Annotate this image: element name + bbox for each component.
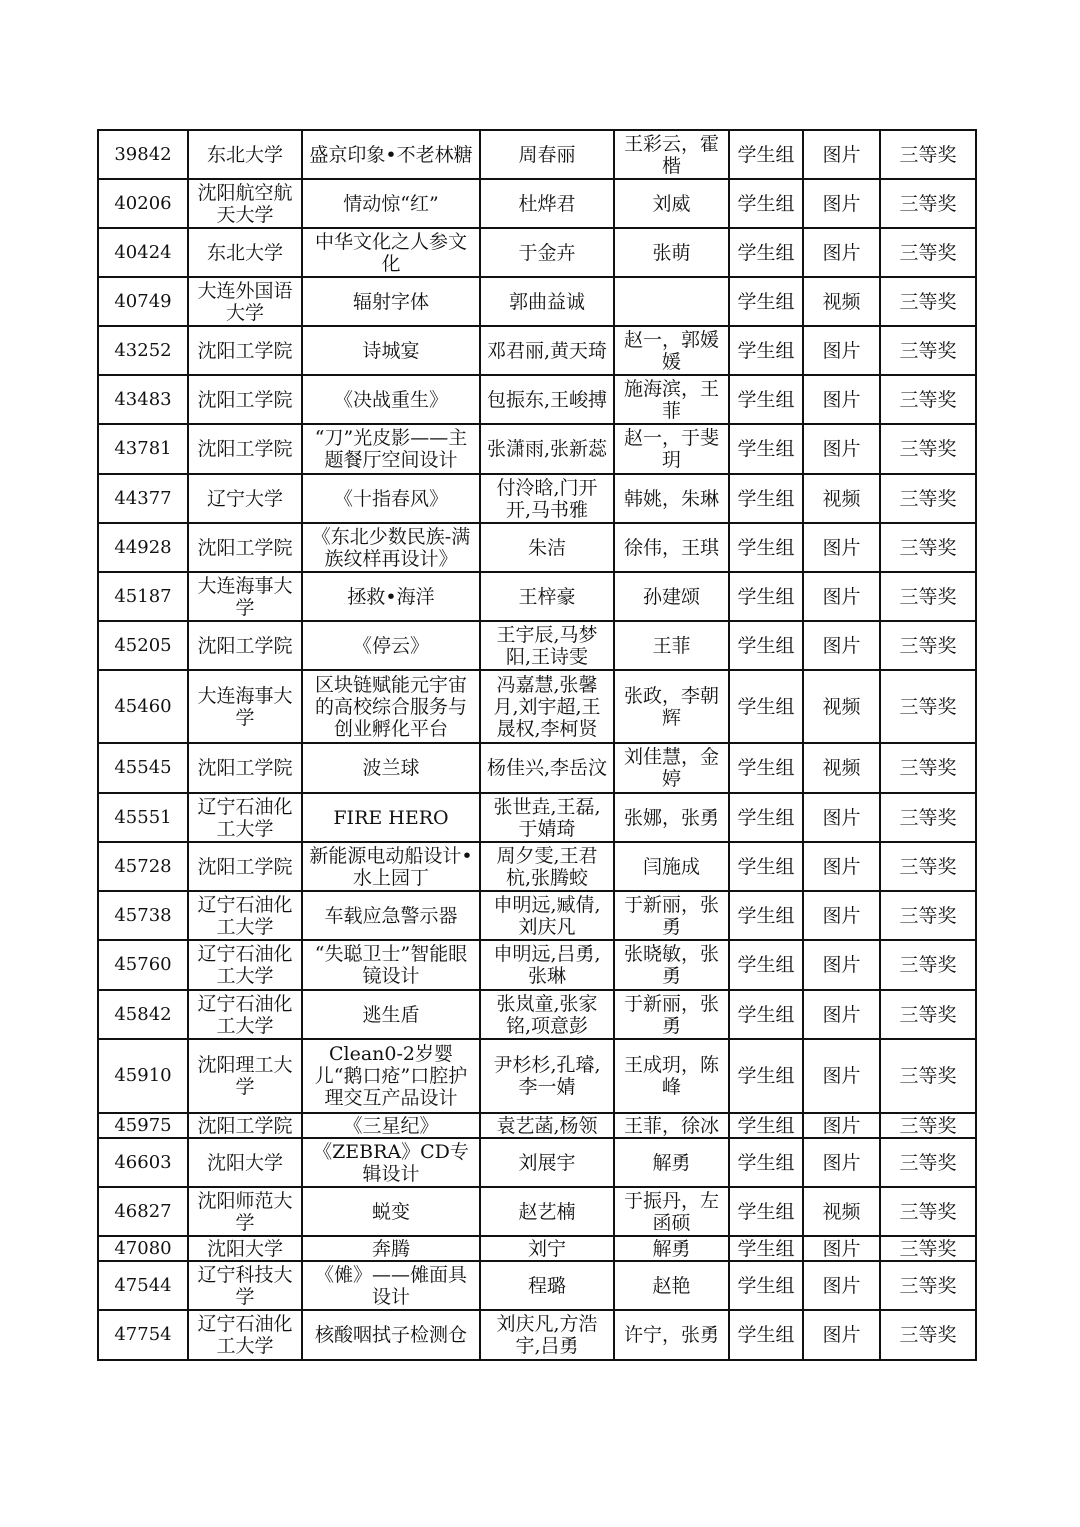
group-cell: 学生组 bbox=[729, 474, 803, 523]
authors-cell: 周夕雯,王君杭,张腾蛟 bbox=[480, 842, 614, 891]
table-row bbox=[98, 891, 976, 940]
advisors-cell: 张政，李朝辉 bbox=[614, 670, 729, 743]
school-cell: 辽宁石油化工大学 bbox=[188, 990, 302, 1039]
school-cell: 沈阳工学院 bbox=[188, 326, 302, 375]
table-row bbox=[98, 621, 976, 670]
table-row bbox=[98, 130, 976, 179]
authors-cell: 郭曲益诚 bbox=[480, 277, 614, 326]
school-cell: 辽宁大学 bbox=[188, 474, 302, 523]
authors-cell: 王宇辰,马梦阳,王诗雯 bbox=[480, 621, 614, 670]
authors-cell: 付泠晗,门开开,马书雅 bbox=[480, 474, 614, 523]
award-cell: 三等奖 bbox=[880, 1261, 976, 1310]
id-cell: 45910 bbox=[98, 1039, 188, 1113]
advisors-cell: 赵一，郭媛媛 bbox=[614, 326, 729, 375]
table-row bbox=[98, 990, 976, 1039]
id-cell: 45187 bbox=[98, 572, 188, 621]
authors-cell: 程璐 bbox=[480, 1261, 614, 1310]
category-cell: 图片 bbox=[803, 424, 880, 474]
work-title-cell: 情动惊“红” bbox=[302, 179, 480, 228]
work-title-cell: 逃生盾 bbox=[302, 990, 480, 1039]
category-cell: 视频 bbox=[803, 743, 880, 793]
award-cell: 三等奖 bbox=[880, 1187, 976, 1236]
id-cell: 44928 bbox=[98, 523, 188, 572]
authors-cell: 刘宁 bbox=[480, 1236, 614, 1261]
table-row bbox=[98, 1310, 976, 1360]
table-row bbox=[98, 1261, 976, 1310]
authors-cell: 赵艺楠 bbox=[480, 1187, 614, 1236]
authors-cell: 尹杉杉,孔璿,李一婧 bbox=[480, 1039, 614, 1113]
id-cell: 40424 bbox=[98, 228, 188, 277]
group-cell: 学生组 bbox=[729, 793, 803, 842]
group-cell: 学生组 bbox=[729, 842, 803, 891]
award-cell: 三等奖 bbox=[880, 940, 976, 990]
advisors-cell: 韩姚，朱琳 bbox=[614, 474, 729, 523]
authors-cell: 冯嘉慧,张馨月,刘宇超,王晟权,李柯贤 bbox=[480, 670, 614, 743]
category-cell: 图片 bbox=[803, 228, 880, 277]
school-cell: 大连海事大学 bbox=[188, 670, 302, 743]
group-cell: 学生组 bbox=[729, 375, 803, 424]
authors-cell: 周春丽 bbox=[480, 130, 614, 179]
school-cell: 辽宁石油化工大学 bbox=[188, 940, 302, 990]
award-cell: 三等奖 bbox=[880, 523, 976, 572]
advisors-cell: 赵一，于斐玥 bbox=[614, 424, 729, 474]
table-row bbox=[98, 793, 976, 842]
table-row bbox=[98, 326, 976, 375]
group-cell: 学生组 bbox=[729, 1138, 803, 1187]
group-cell: 学生组 bbox=[729, 523, 803, 572]
work-title-cell: 《停云》 bbox=[302, 621, 480, 670]
authors-cell: 邓君丽,黄天琦 bbox=[480, 326, 614, 375]
advisors-cell: 孙建颂 bbox=[614, 572, 729, 621]
group-cell: 学生组 bbox=[729, 1236, 803, 1261]
category-cell: 图片 bbox=[803, 990, 880, 1039]
category-cell: 视频 bbox=[803, 474, 880, 523]
work-title-cell: 蜕变 bbox=[302, 1187, 480, 1236]
table-row bbox=[98, 842, 976, 891]
authors-cell: 于金卉 bbox=[480, 228, 614, 277]
group-cell: 学生组 bbox=[729, 326, 803, 375]
work-title-cell: “刀”光皮影——主题餐厅空间设计 bbox=[302, 424, 480, 474]
award-cell: 三等奖 bbox=[880, 621, 976, 670]
award-cell: 三等奖 bbox=[880, 1138, 976, 1187]
work-title-cell: 《决战重生》 bbox=[302, 375, 480, 424]
school-cell: 沈阳工学院 bbox=[188, 743, 302, 793]
school-cell: 沈阳理工大学 bbox=[188, 1039, 302, 1113]
category-cell: 图片 bbox=[803, 1310, 880, 1360]
table-row bbox=[98, 277, 976, 326]
category-cell: 图片 bbox=[803, 130, 880, 179]
award-cell: 三等奖 bbox=[880, 179, 976, 228]
id-cell: 47080 bbox=[98, 1236, 188, 1261]
work-title-cell: 拯救•海洋 bbox=[302, 572, 480, 621]
table-row bbox=[98, 1236, 976, 1261]
school-cell: 辽宁石油化工大学 bbox=[188, 793, 302, 842]
id-cell: 45975 bbox=[98, 1113, 188, 1138]
authors-cell: 袁艺菡,杨领 bbox=[480, 1113, 614, 1138]
award-cell: 三等奖 bbox=[880, 572, 976, 621]
school-cell: 辽宁科技大学 bbox=[188, 1261, 302, 1310]
award-cell: 三等奖 bbox=[880, 1310, 976, 1360]
school-cell: 沈阳工学院 bbox=[188, 424, 302, 474]
award-cell: 三等奖 bbox=[880, 990, 976, 1039]
group-cell: 学生组 bbox=[729, 1310, 803, 1360]
group-cell: 学生组 bbox=[729, 130, 803, 179]
category-cell: 图片 bbox=[803, 891, 880, 940]
school-cell: 沈阳大学 bbox=[188, 1236, 302, 1261]
advisors-cell bbox=[614, 277, 729, 326]
table-row bbox=[98, 743, 976, 793]
advisors-cell: 刘佳慧，金婷 bbox=[614, 743, 729, 793]
authors-cell: 包振东,王峻搏 bbox=[480, 375, 614, 424]
category-cell: 视频 bbox=[803, 277, 880, 326]
work-title-cell: 波兰球 bbox=[302, 743, 480, 793]
id-cell: 43252 bbox=[98, 326, 188, 375]
group-cell: 学生组 bbox=[729, 1113, 803, 1138]
school-cell: 东北大学 bbox=[188, 130, 302, 179]
id-cell: 40749 bbox=[98, 277, 188, 326]
advisors-cell: 解勇 bbox=[614, 1138, 729, 1187]
table-row bbox=[98, 1113, 976, 1138]
award-cell: 三等奖 bbox=[880, 130, 976, 179]
category-cell: 图片 bbox=[803, 1261, 880, 1310]
advisors-cell: 解勇 bbox=[614, 1236, 729, 1261]
advisors-cell: 于新丽，张勇 bbox=[614, 990, 729, 1039]
id-cell: 47754 bbox=[98, 1310, 188, 1360]
work-title-cell: 《傩》——傩面具设计 bbox=[302, 1261, 480, 1310]
work-title-cell: “失聪卫士”智能眼镜设计 bbox=[302, 940, 480, 990]
id-cell: 45551 bbox=[98, 793, 188, 842]
table-row bbox=[98, 179, 976, 228]
school-cell: 辽宁石油化工大学 bbox=[188, 1310, 302, 1360]
awards-table bbox=[97, 129, 977, 1361]
award-cell: 三等奖 bbox=[880, 1113, 976, 1138]
award-cell: 三等奖 bbox=[880, 326, 976, 375]
work-title-cell: Clean0-2岁婴儿“鹅口疮”口腔护理交互产品设计 bbox=[302, 1039, 480, 1113]
work-title-cell: 诗城宴 bbox=[302, 326, 480, 375]
award-cell: 三等奖 bbox=[880, 277, 976, 326]
authors-cell: 张潇雨,张新蕊 bbox=[480, 424, 614, 474]
advisors-cell: 许宁，张勇 bbox=[614, 1310, 729, 1360]
authors-cell: 杨佳兴,李岳汶 bbox=[480, 743, 614, 793]
authors-cell: 张岚童,张家铭,项意彭 bbox=[480, 990, 614, 1039]
table-row bbox=[98, 474, 976, 523]
group-cell: 学生组 bbox=[729, 179, 803, 228]
authors-cell: 朱洁 bbox=[480, 523, 614, 572]
advisors-cell: 赵艳 bbox=[614, 1261, 729, 1310]
table-row bbox=[98, 424, 976, 474]
id-cell: 43483 bbox=[98, 375, 188, 424]
group-cell: 学生组 bbox=[729, 572, 803, 621]
group-cell: 学生组 bbox=[729, 424, 803, 474]
category-cell: 图片 bbox=[803, 179, 880, 228]
category-cell: 图片 bbox=[803, 523, 880, 572]
school-cell: 沈阳工学院 bbox=[188, 842, 302, 891]
authors-cell: 张世垚,王磊,于婧琦 bbox=[480, 793, 614, 842]
school-cell: 东北大学 bbox=[188, 228, 302, 277]
id-cell: 46827 bbox=[98, 1187, 188, 1236]
advisors-cell: 于振丹，左函硕 bbox=[614, 1187, 729, 1236]
authors-cell: 刘展宇 bbox=[480, 1138, 614, 1187]
table-body bbox=[98, 130, 976, 1360]
category-cell: 图片 bbox=[803, 621, 880, 670]
id-cell: 45738 bbox=[98, 891, 188, 940]
advisors-cell: 王菲 bbox=[614, 621, 729, 670]
table-row bbox=[98, 572, 976, 621]
category-cell: 图片 bbox=[803, 793, 880, 842]
id-cell: 45760 bbox=[98, 940, 188, 990]
work-title-cell: 辐射字体 bbox=[302, 277, 480, 326]
group-cell: 学生组 bbox=[729, 891, 803, 940]
school-cell: 沈阳航空航天大学 bbox=[188, 179, 302, 228]
table-row bbox=[98, 1187, 976, 1236]
authors-cell: 申明远,吕勇,张琳 bbox=[480, 940, 614, 990]
work-title-cell: 车载应急警示器 bbox=[302, 891, 480, 940]
school-cell: 沈阳师范大学 bbox=[188, 1187, 302, 1236]
award-cell: 三等奖 bbox=[880, 891, 976, 940]
work-title-cell: 奔腾 bbox=[302, 1236, 480, 1261]
advisors-cell: 张晓敏，张勇 bbox=[614, 940, 729, 990]
id-cell: 40206 bbox=[98, 179, 188, 228]
award-cell: 三等奖 bbox=[880, 1039, 976, 1113]
award-cell: 三等奖 bbox=[880, 793, 976, 842]
id-cell: 39842 bbox=[98, 130, 188, 179]
category-cell: 图片 bbox=[803, 842, 880, 891]
category-cell: 图片 bbox=[803, 572, 880, 621]
work-title-cell: 新能源电动船设计•水上园丁 bbox=[302, 842, 480, 891]
category-cell: 视频 bbox=[803, 670, 880, 743]
group-cell: 学生组 bbox=[729, 228, 803, 277]
advisors-cell: 张娜，张勇 bbox=[614, 793, 729, 842]
advisors-cell: 于新丽，张勇 bbox=[614, 891, 729, 940]
award-cell: 三等奖 bbox=[880, 228, 976, 277]
school-cell: 沈阳工学院 bbox=[188, 1113, 302, 1138]
work-title-cell: 区块链赋能元宇宙的高校综合服务与创业孵化平台 bbox=[302, 670, 480, 743]
id-cell: 45545 bbox=[98, 743, 188, 793]
advisors-cell: 王菲，徐冰 bbox=[614, 1113, 729, 1138]
award-cell: 三等奖 bbox=[880, 842, 976, 891]
work-title-cell: 盛京印象•不老林糖 bbox=[302, 130, 480, 179]
advisors-cell: 刘威 bbox=[614, 179, 729, 228]
advisors-cell: 王彩云，霍楷 bbox=[614, 130, 729, 179]
id-cell: 47544 bbox=[98, 1261, 188, 1310]
school-cell: 沈阳工学院 bbox=[188, 621, 302, 670]
award-cell: 三等奖 bbox=[880, 424, 976, 474]
work-title-cell: 《三星纪》 bbox=[302, 1113, 480, 1138]
group-cell: 学生组 bbox=[729, 1039, 803, 1113]
group-cell: 学生组 bbox=[729, 670, 803, 743]
work-title-cell: 核酸咽拭子检测仓 bbox=[302, 1310, 480, 1360]
award-cell: 三等奖 bbox=[880, 474, 976, 523]
work-title-cell: FIRE HERO bbox=[302, 793, 480, 842]
category-cell: 图片 bbox=[803, 1236, 880, 1261]
id-cell: 45728 bbox=[98, 842, 188, 891]
category-cell: 图片 bbox=[803, 375, 880, 424]
award-cell: 三等奖 bbox=[880, 1236, 976, 1261]
advisors-cell: 徐伟，王琪 bbox=[614, 523, 729, 572]
table-row bbox=[98, 1039, 976, 1113]
school-cell: 大连海事大学 bbox=[188, 572, 302, 621]
category-cell: 图片 bbox=[803, 326, 880, 375]
table-row bbox=[98, 228, 976, 277]
school-cell: 辽宁石油化工大学 bbox=[188, 891, 302, 940]
award-cell: 三等奖 bbox=[880, 670, 976, 743]
work-title-cell: 《东北少数民族-满族纹样再设计》 bbox=[302, 523, 480, 572]
advisors-cell: 闫施成 bbox=[614, 842, 729, 891]
table-row bbox=[98, 375, 976, 424]
id-cell: 45205 bbox=[98, 621, 188, 670]
advisors-cell: 王成玥，陈峰 bbox=[614, 1039, 729, 1113]
category-cell: 图片 bbox=[803, 1039, 880, 1113]
group-cell: 学生组 bbox=[729, 1187, 803, 1236]
group-cell: 学生组 bbox=[729, 621, 803, 670]
work-title-cell: 中华文化之人参文化 bbox=[302, 228, 480, 277]
table-row bbox=[98, 940, 976, 990]
school-cell: 沈阳工学院 bbox=[188, 523, 302, 572]
authors-cell: 杜烨君 bbox=[480, 179, 614, 228]
award-cell: 三等奖 bbox=[880, 375, 976, 424]
group-cell: 学生组 bbox=[729, 990, 803, 1039]
id-cell: 46603 bbox=[98, 1138, 188, 1187]
table-row bbox=[98, 670, 976, 743]
group-cell: 学生组 bbox=[729, 1261, 803, 1310]
category-cell: 视频 bbox=[803, 1187, 880, 1236]
group-cell: 学生组 bbox=[729, 743, 803, 793]
school-cell: 沈阳工学院 bbox=[188, 375, 302, 424]
school-cell: 大连外国语大学 bbox=[188, 277, 302, 326]
category-cell: 图片 bbox=[803, 1113, 880, 1138]
category-cell: 图片 bbox=[803, 1138, 880, 1187]
authors-cell: 王梓豪 bbox=[480, 572, 614, 621]
category-cell: 图片 bbox=[803, 940, 880, 990]
group-cell: 学生组 bbox=[729, 940, 803, 990]
id-cell: 43781 bbox=[98, 424, 188, 474]
authors-cell: 刘庆凡,方浩宇,吕勇 bbox=[480, 1310, 614, 1360]
table-row bbox=[98, 1138, 976, 1187]
id-cell: 45842 bbox=[98, 990, 188, 1039]
award-cell: 三等奖 bbox=[880, 743, 976, 793]
table-row bbox=[98, 523, 976, 572]
work-title-cell: 《十指春风》 bbox=[302, 474, 480, 523]
school-cell: 沈阳大学 bbox=[188, 1138, 302, 1187]
advisors-cell: 张萌 bbox=[614, 228, 729, 277]
id-cell: 45460 bbox=[98, 670, 188, 743]
authors-cell: 申明远,臧倩,刘庆凡 bbox=[480, 891, 614, 940]
advisors-cell: 施海滨，王菲 bbox=[614, 375, 729, 424]
group-cell: 学生组 bbox=[729, 277, 803, 326]
id-cell: 44377 bbox=[98, 474, 188, 523]
work-title-cell: 《ZEBRA》CD专辑设计 bbox=[302, 1138, 480, 1187]
